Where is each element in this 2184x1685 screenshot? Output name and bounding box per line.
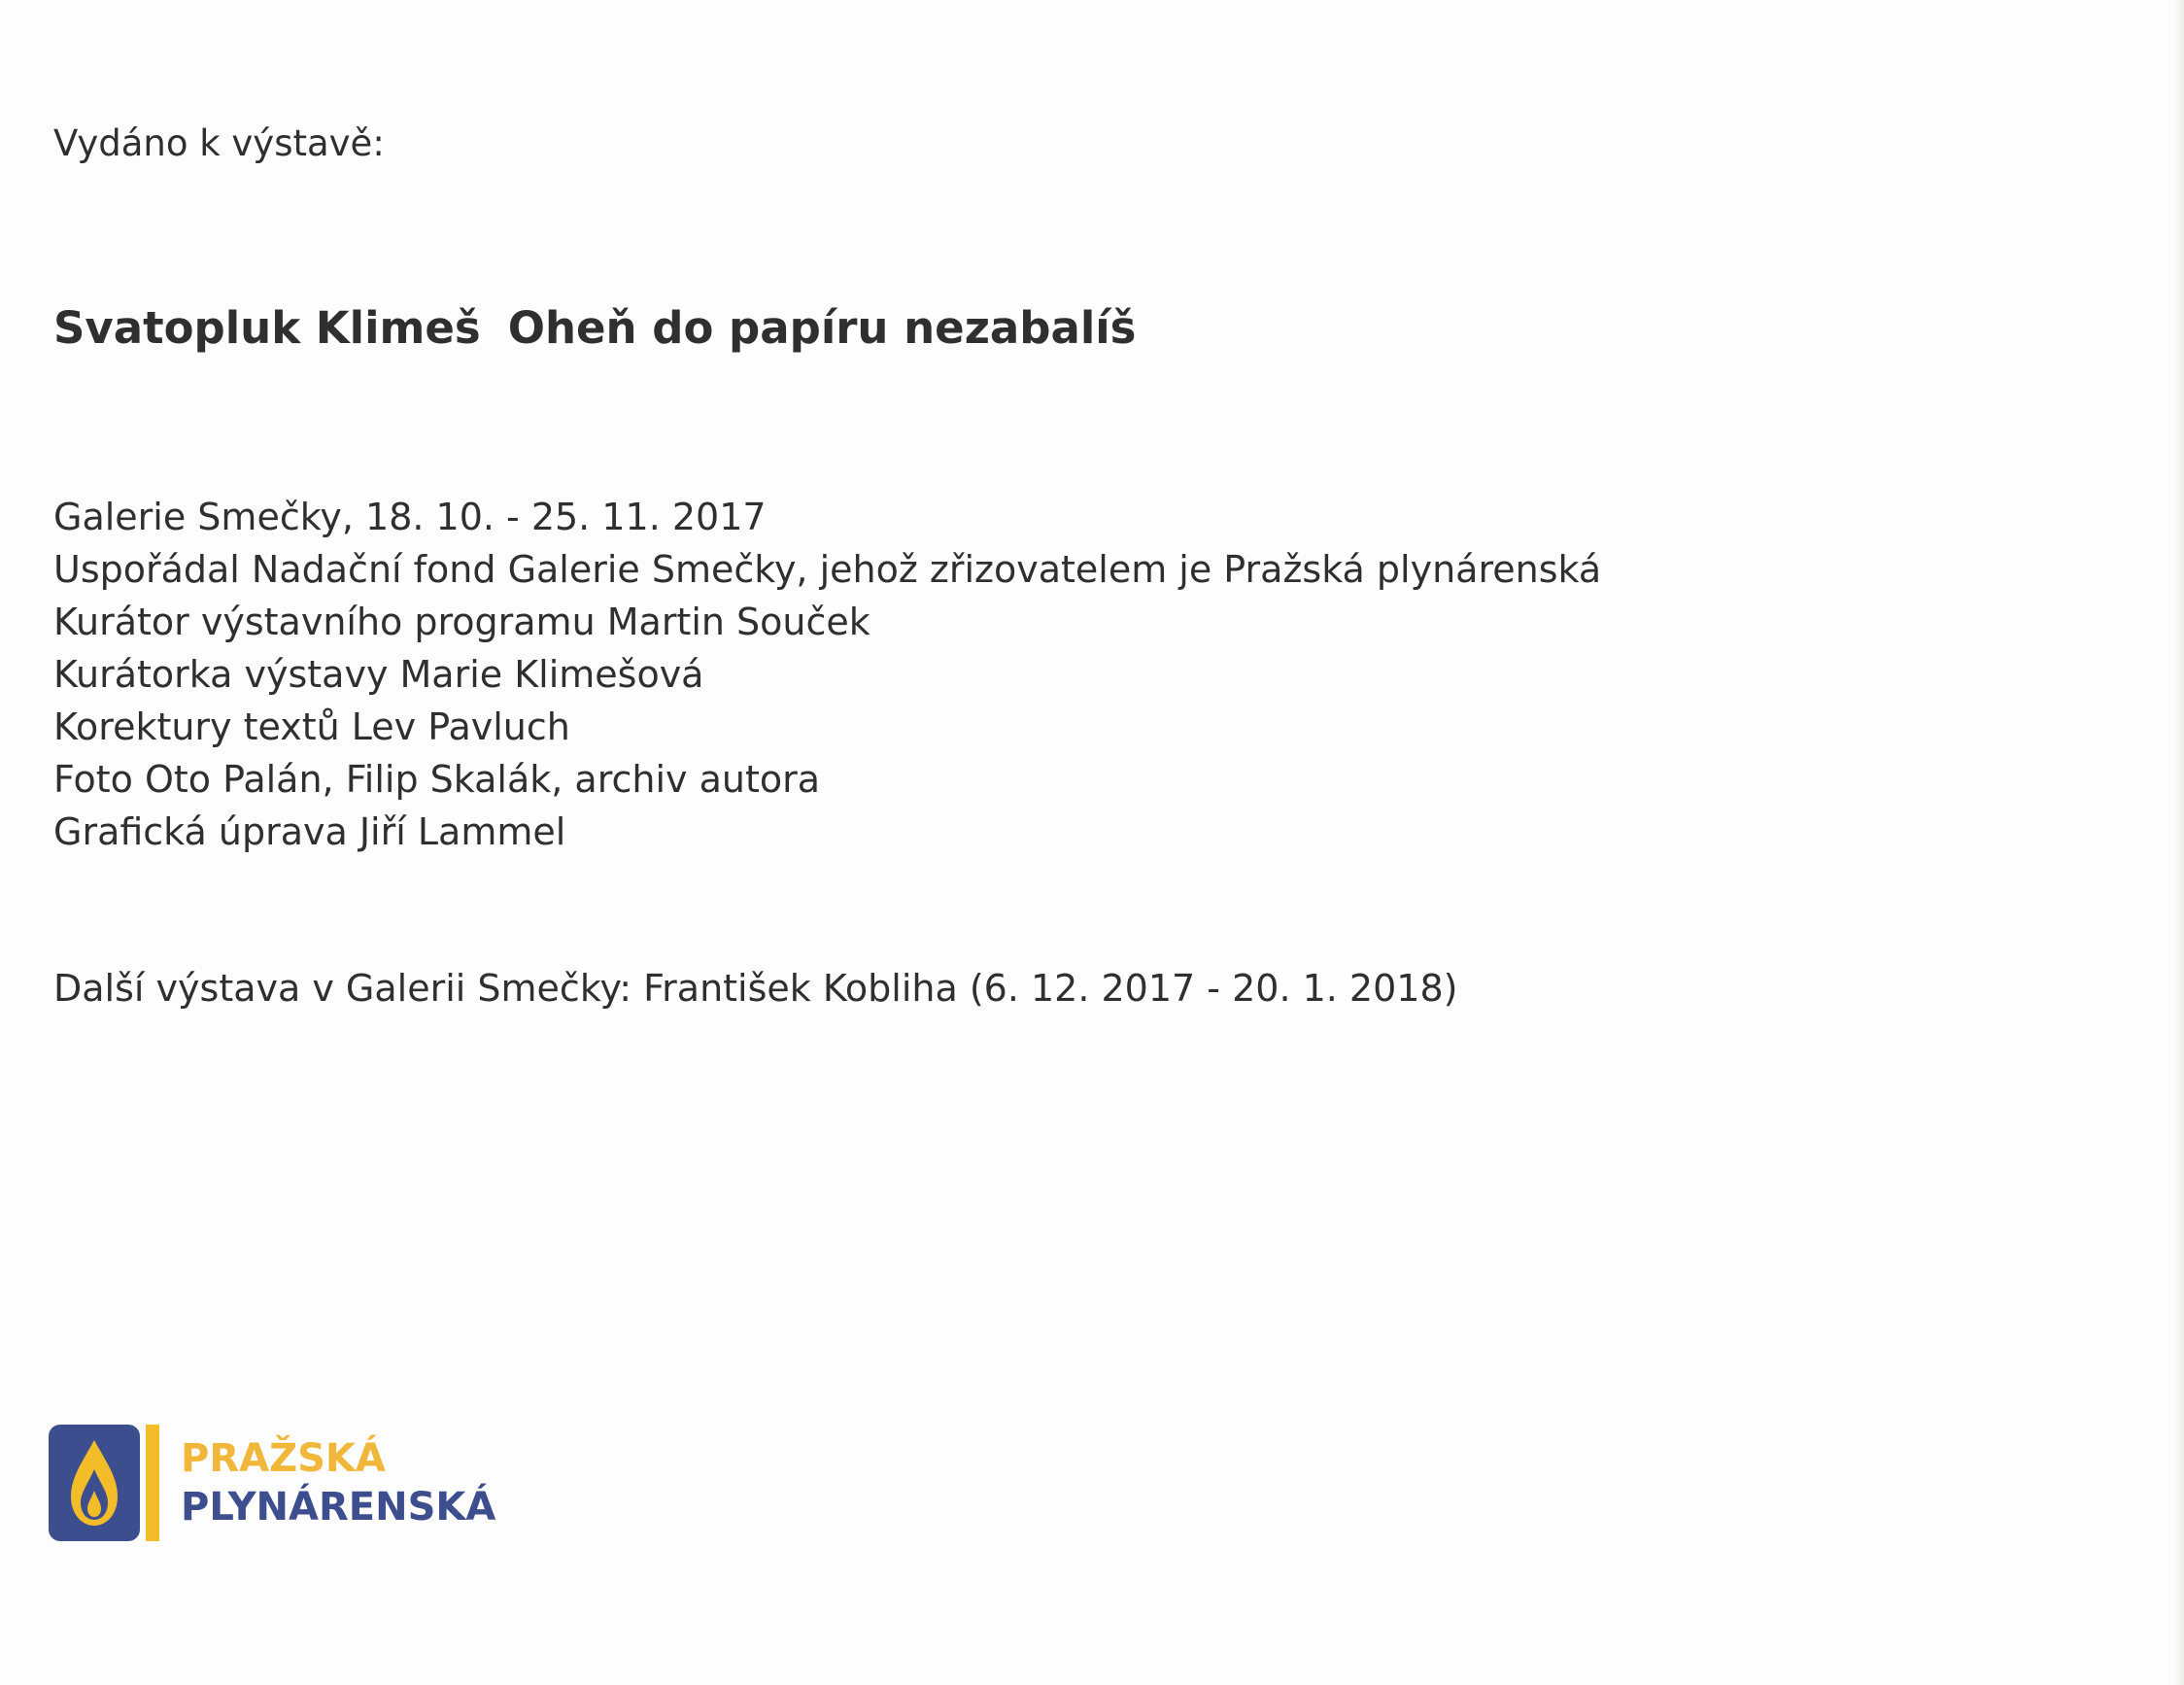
credit-line-venue: Galerie Smečky, 18. 10. - 25. 11. 2017 — [53, 496, 767, 538]
intro-text: Vydáno k výstavě: — [53, 122, 385, 164]
flame-icon — [65, 1436, 123, 1530]
logo-line-2: PLYNÁRENSKÁ — [181, 1485, 496, 1530]
logo-accent-bar — [146, 1425, 159, 1541]
credit-line-organizer: Uspořádal Nadační fond Galerie Smečky, jehož zřizovatelem je Pražská plynárenská — [53, 548, 1602, 591]
credit-line-photo: Foto Oto Palán, Filip Skalák, archiv autora — [53, 758, 821, 801]
credit-line-graphic-design: Grafická úprava Jiří Lammel — [53, 810, 566, 853]
next-exhibition-text: Další výstava v Galerii Smečky: František Kobliha (6. 12. 2017 - 20. 1. 2018) — [53, 967, 1458, 1010]
logo-mark — [49, 1425, 140, 1541]
prazska-plynarenska-logo — [49, 1425, 495, 1541]
credit-line-program-curator: Kurátor výstavního programu Martin Souček — [53, 601, 870, 643]
logo-line-1: PRAŽSKÁ — [181, 1436, 386, 1481]
title-author: Svatopluk Klimeš — [53, 302, 481, 354]
title-work: Oheň do papíru nezabalíš — [507, 302, 1137, 354]
credits-list — [53, 491, 1601, 858]
credit-line-proofreading: Korektury textů Lev Pavluch — [53, 705, 570, 748]
page-edge-shadow — [2174, 0, 2184, 1685]
logo-wordmark — [181, 1434, 495, 1531]
exhibition-title — [53, 302, 1136, 355]
credit-line-exhibition-curator: Kurátorka výstavy Marie Klimešová — [53, 653, 704, 696]
